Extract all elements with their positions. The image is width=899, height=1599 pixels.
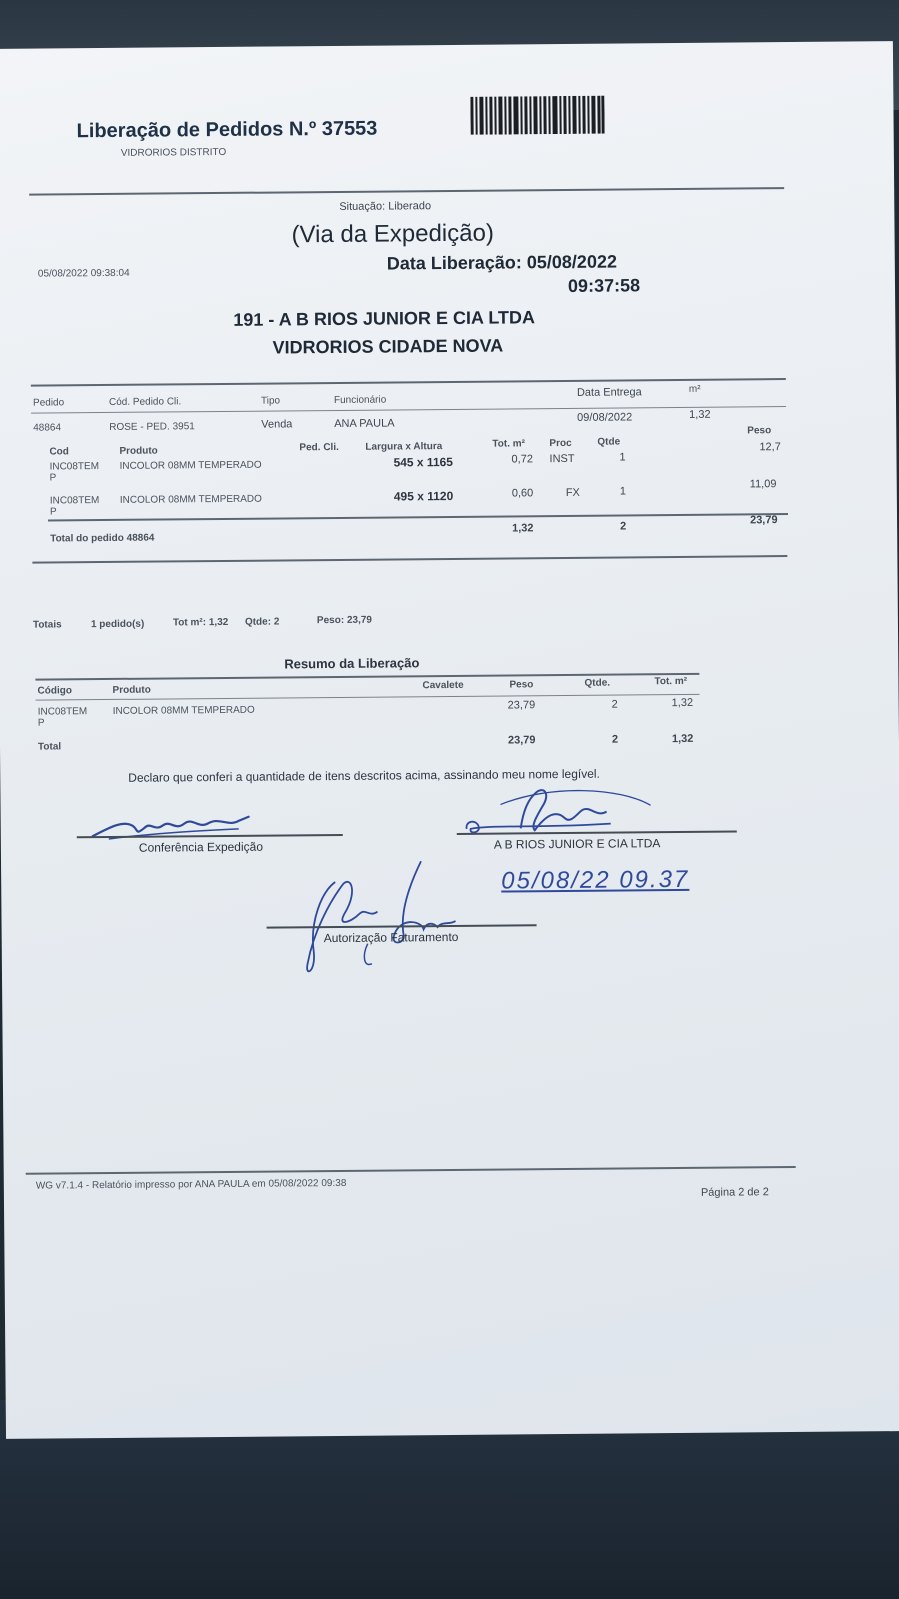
footer-page: Página 2 de 2 <box>700 1186 769 1199</box>
items-col-peso: Peso <box>747 425 772 437</box>
label-pedido: Pedido <box>32 397 65 409</box>
footer-printed: WG v7.1.4 - Relatório impresso por ANA PAULA em 05/08/2022 09:38 <box>35 1177 347 1192</box>
document-page <box>0 41 899 1439</box>
client-name: 191 - A B RIOS JUNIOR E CIA LTDA <box>233 307 536 330</box>
summary-row-tot-m2: 1,32 <box>671 696 694 710</box>
situacao-text: Situação: Liberado <box>339 200 432 213</box>
autorizacao-signature-icon <box>291 851 482 983</box>
value-m2: 1,32 <box>689 408 711 421</box>
value-tipo: Venda <box>261 418 293 431</box>
conferencia-label: Conferência Expedição <box>138 839 264 855</box>
data-liberacao: Data Liberação: 05/08/2022 <box>386 251 618 274</box>
order-total-label: Total do pedido 48864 <box>50 532 155 545</box>
cliente-label: A B RIOS JUNIOR E CIA LTDA <box>493 836 661 852</box>
label-cod-pedido-cli: Cód. Pedido Cli. <box>108 396 182 408</box>
summary-col-cavalete: Cavalete <box>422 679 464 692</box>
value-data-entrega: 09/08/2022 <box>577 411 633 424</box>
summary-col-tot-m2: Tot. m² <box>654 675 688 688</box>
value-pedido: 48864 <box>33 422 62 434</box>
hora-liberacao: 09:37:58 <box>567 275 641 296</box>
via-label: (Via da Expedição) <box>291 219 495 249</box>
item-2-produto: INCOLOR 08MM TEMPERADO <box>119 493 262 506</box>
summary-col-codigo: Código <box>37 685 72 697</box>
item-1-cod-wrap: P <box>49 472 57 484</box>
item-2-cod-wrap: P <box>49 506 57 518</box>
totals-peso: Peso: 23,79 <box>316 614 373 627</box>
print-timestamp: 05/08/2022 09:38:04 <box>37 267 130 280</box>
item-2-qtde: 1 <box>619 485 626 498</box>
item-1-proc: INST <box>549 452 575 466</box>
label-funcionario: Funcionário <box>333 394 387 406</box>
client-branch: VIDRORIOS CIDADE NOVA <box>272 335 504 358</box>
declaration-text: Declaro que conferi a quantidade de itens descritos acima, assinando meu nome legível. <box>128 766 600 785</box>
summary-total-label: Total <box>37 741 62 753</box>
item-1-produto: INCOLOR 08MM TEMPERADO <box>119 459 262 472</box>
totals-tot-m2: Tot m²: 1,32 <box>172 616 229 629</box>
items-col-tot-m2: Tot. m² <box>492 438 526 450</box>
item-2-proc: FX <box>565 486 580 499</box>
summary-total-tot-m2: 1,32 <box>671 732 694 746</box>
label-data-entrega: Data Entrega <box>576 386 642 399</box>
barcode-icon <box>470 96 604 135</box>
summary-total-peso: 23,79 <box>507 734 536 747</box>
value-funcionario: ANA PAULA <box>334 417 395 430</box>
summary-row-peso: 23,79 <box>507 699 536 712</box>
item-2-tot-m2: 0,60 <box>511 487 534 500</box>
items-col-ped-cli: Ped. Cli. <box>299 441 339 454</box>
summary-row-codigo: INC08TEM <box>37 706 88 718</box>
order-total-tot-m2: 1,32 <box>512 522 534 535</box>
items-col-qtde: Qtde <box>597 436 621 448</box>
order-total-peso: 23,79 <box>749 514 778 527</box>
order-bottom-rule <box>32 555 787 564</box>
document-subtitle: VIDRORIOS DISTRITO <box>120 146 227 159</box>
document-title: Liberação de Pedidos N.º 37553 <box>76 117 378 143</box>
summary-col-peso: Peso <box>509 679 534 691</box>
item-1-cod: INC08TEM <box>49 461 100 473</box>
order-total-qtde: 2 <box>620 520 627 533</box>
summary-row-qtde: 2 <box>611 698 618 711</box>
items-total-rule <box>48 513 788 521</box>
summary-col-produto: Produto <box>112 684 151 696</box>
item-2-dims: 495 x 1120 <box>393 488 454 504</box>
totals-label: Totais <box>32 619 62 631</box>
item-1-qtde: 1 <box>619 451 626 464</box>
label-m2: m² <box>688 383 701 395</box>
items-col-proc: Proc <box>549 437 572 450</box>
totals-pedidos: 1 pedido(s) <box>90 618 145 631</box>
order-top-rule <box>31 378 786 387</box>
summary-row-codigo-wrap: P <box>37 717 45 729</box>
item-1-peso: 12,7 <box>759 441 781 454</box>
label-tipo: Tipo <box>260 395 281 407</box>
item-1-dims: 545 x 1165 <box>393 454 453 470</box>
item-2-peso: 11,09 <box>749 478 777 491</box>
summary-col-qtde: Qtde. <box>584 677 611 689</box>
autorizacao-label: Autorização Faturamento <box>323 929 459 946</box>
value-cod-pedido-cli: ROSE - PED. 3951 <box>109 421 195 433</box>
items-col-produto: Produto <box>119 445 158 457</box>
item-2-cod: INC08TEM <box>49 495 100 507</box>
summary-title: Resumo da Liberação <box>284 655 420 672</box>
items-col-cod: Cod <box>49 446 69 458</box>
footer-rule <box>26 1166 796 1175</box>
item-1-tot-m2: 0,72 <box>511 453 533 466</box>
totals-qtde: Qtde: 2 <box>244 616 280 628</box>
items-col-dims: Largura x Altura <box>365 441 443 453</box>
summary-row-produto: INCOLOR 08MM TEMPERADO <box>112 704 255 717</box>
handwritten-date: 05/08/22 09.37 <box>501 865 690 895</box>
summary-total-qtde: 2 <box>611 733 619 746</box>
header-rule <box>29 187 784 196</box>
